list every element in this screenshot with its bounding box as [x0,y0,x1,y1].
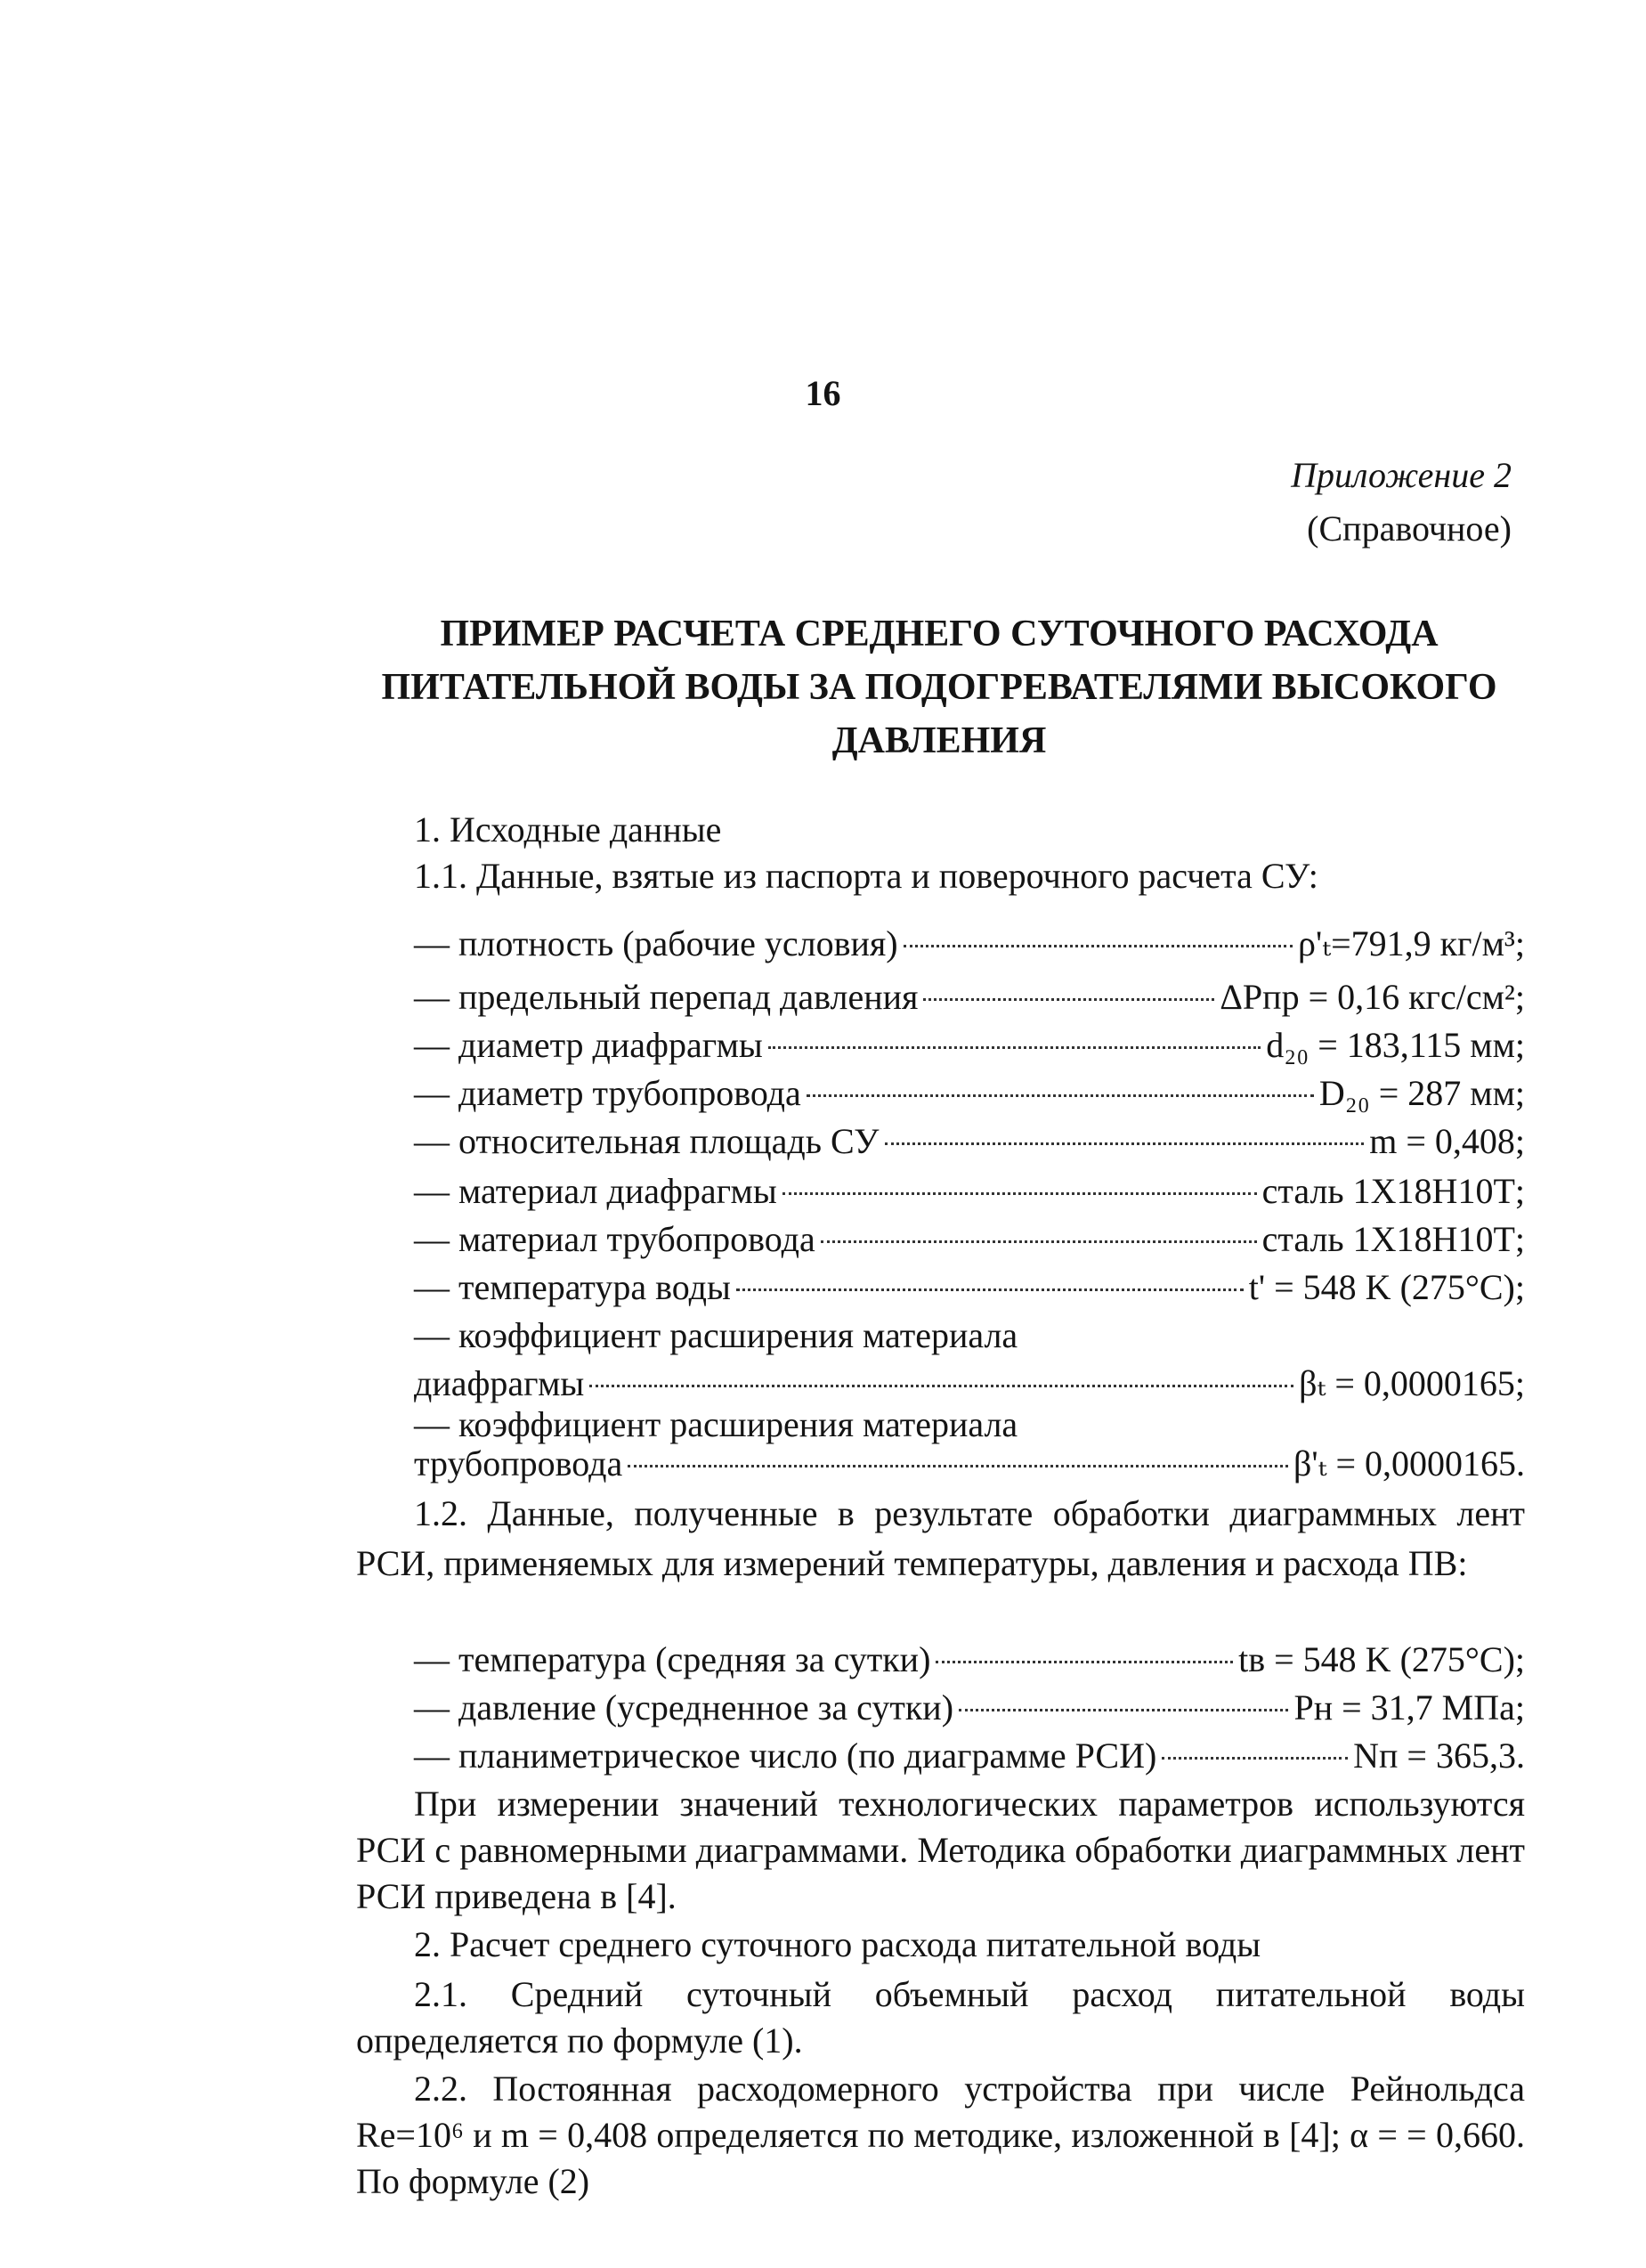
param-row [414,1024,1525,1066]
leader-dots [936,1661,1233,1663]
paragraph-2-2-body: 2.2. Постоянная расходомерного устройства при числе Рейнольдса Re=10⁶ и m = 0,408 определяется по методике, изложенной в [4]; α = = 0,660. По формуле (2) [356,2069,1525,2201]
document-title [352,607,1527,768]
appendix-subtitle: (Справочное) [1307,508,1512,549]
param-value: сталь 1Х18Н10Т; [1261,1219,1525,1259]
param-label: — материал диафрагмы [414,1171,777,1211]
param-row [414,1443,1525,1484]
appendix-title: Приложение 2 [1291,455,1512,495]
param-row [414,1072,1525,1114]
param-row [414,1218,1525,1260]
param-label: — плотность (рабочие условия) [414,923,898,963]
param-row [414,1266,1525,1308]
param-label: — предельный перепад давления [414,977,919,1017]
measured-row [414,1735,1525,1776]
param-value: ΔPпр = 0,16 кгс/см²; [1220,977,1525,1017]
leader-dots [904,945,1293,947]
param-label: — диаметр диафрагмы [414,1025,763,1065]
param-label: — материал трубопровода [414,1219,815,1259]
param-label: трубопровода [414,1443,623,1484]
param-value: β'ₜ = 0,0000165. [1293,1443,1525,1484]
leader-dots [885,1142,1365,1145]
param-label: — температура воды [414,1267,731,1307]
coef-2-label: — коэффициент расширения материала [414,1404,1018,1444]
leader-dots [589,1385,1293,1387]
param-value: m = 0,408; [1369,1121,1525,1161]
paragraph-2-2 [356,2066,1525,2205]
param-value: d₂₀ = 183,115 мм; [1266,1025,1525,1065]
measured-row [414,1638,1525,1680]
leader-dots [923,998,1214,1001]
subsection-1-2-text [356,1489,1525,1589]
leader-dots [821,1240,1257,1243]
measured-label: — температура (средняя за сутки) [414,1639,931,1679]
param-value: ρ'ₜ=791,9 кг/м³; [1298,923,1525,963]
param-value: сталь 1Х18Н10Т; [1261,1171,1525,1211]
param-value: D₂₀ = 287 мм; [1318,1073,1525,1113]
param-label: — относительная площадь СУ [414,1121,880,1161]
paragraph-2-1 [356,1971,1525,2064]
coef-1-label: — коэффициент расширения материала [414,1315,1018,1355]
leader-dots [736,1288,1244,1291]
param-label: — диаметр трубопровода [414,1073,801,1113]
leader-dots [768,1046,1261,1049]
param-row [414,1120,1525,1162]
measured-label: — планиметрическое число (по диаграмме РСИ) [414,1736,1157,1776]
measured-value: tв = 548 K (275°C); [1238,1639,1525,1679]
measured-label: — давление (усредненное за сутки) [414,1687,954,1727]
paragraph-2-1-body: 2.1. Средний суточный объемный расход питательной воды определяется по формуле (1). [356,1974,1525,2061]
measured-row [414,1687,1525,1728]
page-number: 16 [805,373,841,413]
leader-dots [807,1094,1314,1097]
leader-dots [959,1709,1288,1711]
section-1-heading: 1. Исходные данные [414,809,722,849]
param-row [414,1170,1525,1212]
title-line-2: ПИТАТЕЛЬНОЙ ВОДЫ ЗА ПОДОГРЕВАТЕЛЯМИ ВЫСОКОГО [381,667,1497,708]
measured-value: Nп = 365,3. [1353,1736,1525,1776]
param-value: βₜ = 0,0000165; [1299,1363,1525,1403]
param-row [414,976,1525,1018]
methodology-note [356,1781,1525,1920]
leader-dots [782,1192,1257,1195]
measured-value: Pн = 31,7 МПа; [1293,1687,1525,1727]
title-line-1: ПРИМЕР РАСЧЕТА СРЕДНЕГО СУТОЧНОГО РАСХОДА [440,614,1439,654]
param-label: диафрагмы [414,1363,585,1403]
leader-dots [1162,1757,1348,1760]
param-value: t' = 548 K (275°C); [1248,1267,1525,1307]
section-2-heading: 2. Расчет среднего суточного расхода питательной воды [414,1924,1261,1964]
param-row [414,923,1525,964]
param-row [414,1362,1525,1404]
title-line-3: ДАВЛЕНИЯ [831,720,1047,761]
appendix-label [1291,449,1512,556]
methodology-note-body: При измерении значений технологических параметров используются РСИ с равномерными диаграммами. Методика обработки диаграммных лент РСИ приведена в [4]. [356,1784,1525,1916]
leader-dots [628,1465,1288,1467]
subsection-1-2-body: 1.2. Данные, полученные в результате обработки диаграммных лент РСИ, применяемых для измерений температуры, давления и расхода ПВ: [356,1493,1525,1583]
subsection-1-1-heading: 1.1. Данные, взятые из паспорта и поверочного расчета СУ: [414,856,1318,896]
